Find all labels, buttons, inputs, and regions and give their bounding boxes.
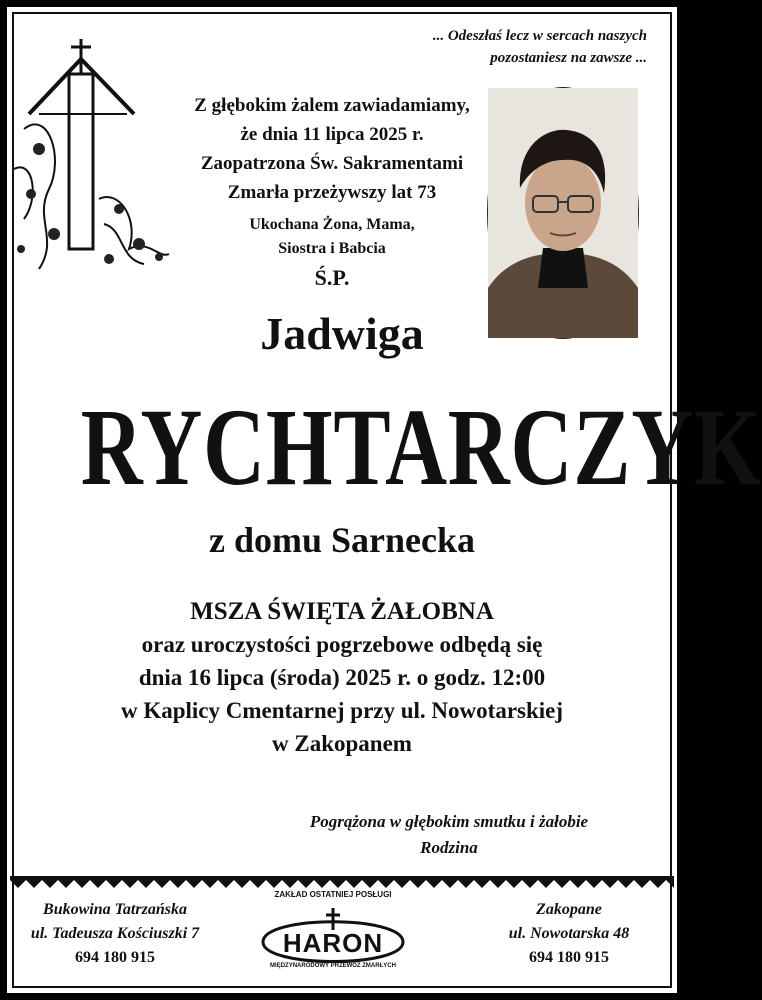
funeral-mass-info: [7, 595, 677, 760]
mass-title: MSZA ŚWIĘTA ŻAŁOBNA: [190, 598, 494, 625]
intro-line: że dnia 11 lipca 2025 r.: [240, 124, 424, 145]
portrait-placeholder: [488, 88, 638, 338]
intro-line: Zaopatrzona Św. Sakramentami: [200, 153, 464, 174]
last-name: RYCHTARCZYK: [80, 386, 762, 508]
intro-line: Z głębokim żalem zawiadamiamy,: [194, 95, 470, 116]
relation: [157, 213, 507, 261]
relation-line: Siostra i Babcia: [278, 240, 386, 257]
relation-line: Ukochana Żona, Mama,: [249, 216, 415, 233]
sp-label: Ś.P.: [314, 265, 350, 290]
footer-left-line: ul. Tadeusza Kościuszki 7: [30, 925, 200, 942]
footer-right-line: ul. Nowotarska 48: [508, 925, 630, 942]
logo-name: HARON: [282, 928, 384, 958]
mourners-line: Rodzina: [420, 838, 478, 857]
logo-top-text: ZAKŁAD OSTATNIEJ POSŁUGI: [274, 890, 392, 899]
first-name: Jadwiga: [260, 308, 424, 359]
mass-line: w Kaplicy Cmentarnej przy ul. Nowotarskiej: [120, 698, 564, 723]
footer-right-line: Zakopane: [536, 901, 602, 918]
maiden-name: z domu Sarnecka: [208, 520, 475, 560]
mass-line: w Zakopanem: [272, 731, 412, 756]
portrait-photo: [487, 87, 639, 339]
mourners: [259, 809, 639, 861]
logo-bottom-text: MIĘDZYNARODOWY PRZEWÓZ ZMARŁYCH: [270, 963, 396, 969]
haron-logo: [248, 890, 418, 975]
footer-left-phone: 694 180 915: [75, 949, 155, 966]
mass-line: dnia 16 lipca (środa) 2025 r. o godz. 12:00: [138, 665, 546, 690]
motto-line: ... Odeszłaś lecz w sercach naszych: [432, 28, 647, 44]
mass-line: oraz uroczystości pogrzebowe odbędą się: [141, 632, 543, 657]
footer-right-phone: 694 180 915: [529, 949, 609, 966]
motto-line: pozostaniesz na zawsze ...: [490, 50, 647, 66]
motto: [347, 25, 647, 69]
footer-left-address: [15, 898, 215, 970]
mourners-line: Pogrążona w głębokim smutku i żałobie: [309, 812, 589, 831]
footer-right-address: [469, 898, 669, 970]
footer-left-line: Bukowina Tatrzańska: [43, 901, 187, 918]
obituary-sheet: [7, 7, 762, 993]
announcement-intro: [157, 91, 507, 207]
intro-line: Zmarła przeżywszy lat 73: [227, 182, 437, 203]
